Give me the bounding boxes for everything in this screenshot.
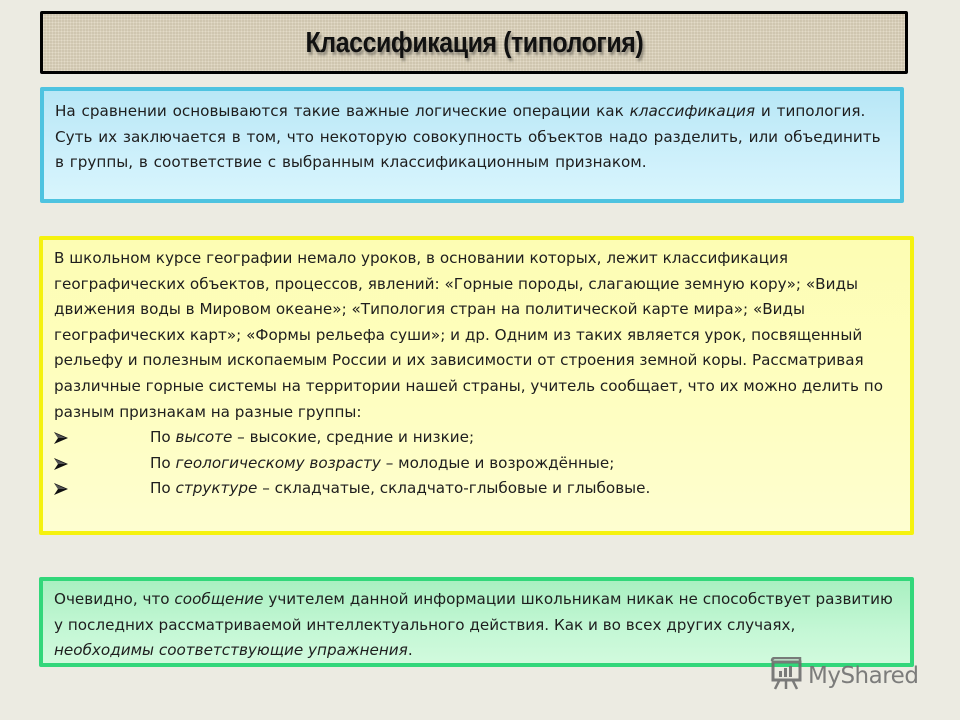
criterion-emphasis: структуре: [175, 479, 258, 498]
definition-text-part: и типология. Суть их заключается в том, что некоторую совокупность объектов надо разделить, или объединить в группы, в соответствие с выбранным классификационным признаком.: [55, 102, 881, 171]
classification-list: [54, 425, 900, 502]
list-item: [54, 476, 900, 502]
criterion-emphasis: геологическому возрасту: [175, 453, 381, 472]
example-paragraph: В школьном курсе географии немало уроков, в основании которых, лежит классификация географических объектов, процессов, явлений: «Горные породы, слагающие земную кору»; «Виды движения воды в Мировом океане»; «Типология стран на политической карте мира»; «Виды географических карт»; «Формы рельефа суши»; и др. Одним из таких является урок, посвященный рельефу и полезным ископаемым России и их зависимости от строения земной коры. Рассматривая различные горные системы на территории нашей страны, учитель сообщает, что их можно делить по разным признакам на разные группы:: [54, 249, 884, 421]
conclusion-text: Очевидно, что сообщение учителем данной информации школьникам никак не способствует развитию у последних рассматриваемой интеллектуального действия. Как и во всех других случаях, необходимы соответствующие упражнения.: [54, 590, 893, 659]
arrow-bullet-icon: [54, 483, 150, 495]
list-item: [54, 451, 900, 477]
definition-box: [40, 87, 904, 203]
arrow-bullet-icon: [54, 432, 150, 444]
conclusion-box: [39, 577, 914, 667]
slide-title-box: [40, 11, 908, 74]
conclusion-emphasis: сообщение: [174, 590, 264, 608]
list-item-text: По структуре – складчатые, складчато-глыбовые и глыбовые.: [150, 479, 651, 498]
criterion-emphasis: высоте: [175, 428, 233, 447]
watermark-text: MyShared: [808, 663, 919, 689]
list-item-text: По высоте – высокие, средние и низкие;: [150, 428, 475, 447]
example-box: [39, 236, 914, 535]
definition-emphasis: классификация: [629, 102, 756, 120]
slide-title: Классификация (типология): [305, 27, 643, 59]
conclusion-emphasis: необходимы соответствующие упражнения: [54, 641, 408, 659]
definition-text: [55, 99, 890, 176]
watermark-logo: [768, 657, 918, 695]
list-item: [54, 425, 900, 451]
list-item-text: По геологическому возрасту – молодые и возрождённые;: [150, 453, 615, 472]
presentation-board-icon: [768, 657, 804, 695]
definition-text-part: На сравнении основываются такие важные логические операции как: [55, 102, 630, 120]
arrow-bullet-icon: [54, 458, 150, 470]
